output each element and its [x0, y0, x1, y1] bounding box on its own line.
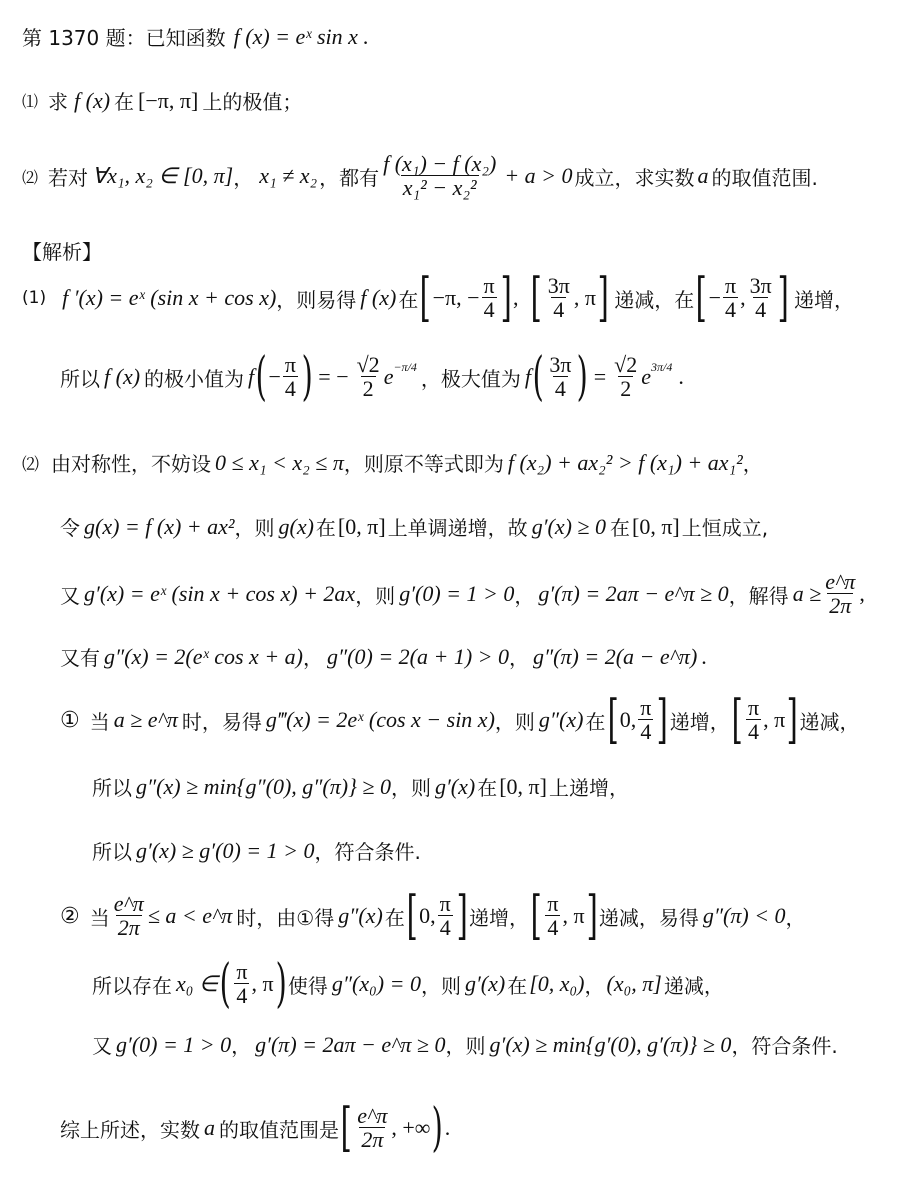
s1-max-eq: =: [593, 364, 607, 389]
c2-l2-frac: [234, 960, 249, 1008]
c1-a: 当: [89, 709, 110, 734]
s1-f-min: f: [248, 364, 255, 389]
s2-l2-a: 令: [60, 516, 80, 540]
c2-d: g″(x): [338, 903, 383, 928]
s2-l3-c: ，则: [355, 583, 396, 608]
solution-heading: 【解析】: [22, 240, 102, 264]
pi-numerator: π: [439, 890, 451, 916]
conclusion-frac: [355, 1104, 389, 1152]
s2-l4-a: 又有: [60, 646, 100, 670]
s2-l3-f: g′(π) = 2aπ − e^π ≥ 0: [538, 581, 729, 606]
s1-fx: f (x): [360, 285, 397, 310]
q1-pre: 求: [48, 90, 69, 114]
s1-decreasing: 递减，在: [614, 287, 695, 312]
s1-max-e: e: [641, 364, 651, 389]
s1-interval-1-left: −π, −: [432, 285, 480, 310]
s2-number: ⑵: [22, 455, 39, 475]
s2-l3-h: a ≥: [792, 581, 822, 606]
c1-l2-d: g′(x): [434, 773, 476, 799]
q2-neq: x₁ ≠ x₂: [259, 163, 318, 189]
s1-max-exponent: 3π/4: [651, 359, 673, 374]
s1-min-exponent: −π/4: [393, 359, 417, 374]
s1-max-arg: [547, 353, 573, 401]
s1-line2-pre: 所以: [60, 366, 100, 391]
q2-post2: 的取值范围.: [711, 165, 818, 190]
case-1-line-1: ① 当 a ≥ e^π 时，易得 g‴(x) = 2eˣ (cos x − sin x) ，则 g″(x) 在 [ 0, $\frac{\pi}{4}$ ] 递增， [ $\frac{\pi}{4}$ , π ] 递减，: [60, 690, 860, 750]
case-2-line-1: ② 当 $\frac{e\^{}\pi}{2\pi}$ ≤ a < e^π 时，由①得 g″(x) 在 [ 0, $\frac{\pi}{4}$ ] 递增， [ $\frac{\pi}{4}$ , π ] 递减，易得 g″(π) < 0 ，: [60, 886, 806, 946]
c2-l2-b: x₀ ∈: [176, 971, 219, 996]
s2-l3-g: ，解得: [728, 583, 789, 608]
s2-l4-b: g″(x) = 2(eˣ cos x + a): [104, 643, 303, 669]
c1-l2-b: g″(x) ≥ min{g″(0), g″(π)} ≥ 0: [136, 773, 391, 799]
c2-frac: [112, 892, 146, 940]
s2-l1-text-a: 由对称性，不妨设: [51, 452, 211, 476]
s1-dot: .: [678, 364, 684, 389]
four-denominator: 4: [725, 296, 737, 322]
case-1-line-3: [92, 836, 421, 865]
four-denominator: 4: [439, 914, 451, 940]
c1-l3-c: ，符合条件.: [314, 840, 421, 864]
c1-b: a ≥ e^π: [113, 707, 178, 732]
c1-l3-b: g′(x) ≥ g′(0) = 1 > 0: [136, 837, 315, 863]
q2-a: a: [697, 163, 709, 189]
c1-frac-1: [638, 696, 653, 744]
s1-max-coef: [612, 353, 639, 401]
problem-heading: 第 1370 题：已知函数: [22, 26, 226, 50]
q2-inequality: + a > 0: [504, 163, 573, 189]
c2-l3-d: g′(π) = 2aπ − e^π ≥ 0: [255, 1031, 446, 1057]
solution-2-line-2: [60, 512, 768, 541]
q2-comma: ，: [233, 165, 254, 190]
s1-interval-1-frac: [482, 274, 497, 322]
conclusion-dot: .: [444, 1115, 451, 1140]
c2-frac-num: e^π: [113, 890, 144, 916]
sqrt2-numerator: √2: [356, 351, 380, 377]
case-2-line-2: 所以存在 x₀ ∈ ( $\frac{\pi}{4}$ , π ) 使得 g″(x₀) = 0 ，则 g′(x) 在 [0, x₀) ， (x₀, π] 递减，: [92, 954, 724, 1014]
c2-l2-c: 使得: [287, 973, 328, 998]
three-pi-numerator: 3π: [749, 272, 772, 298]
c2-a: 当: [89, 905, 110, 930]
s2-l3-e: ，: [514, 583, 535, 608]
c2-l2-j: (x₀, π]: [606, 971, 662, 996]
conclusion-a: 综上所述，实数: [60, 1117, 200, 1142]
conclusion-c: 的取值范围是: [219, 1117, 339, 1142]
pi-numerator: π: [724, 272, 737, 298]
s2-l3-a: 又: [60, 583, 80, 608]
q2-fraction: [381, 152, 498, 200]
conclusion-b: a: [204, 1115, 215, 1140]
c2-l3-b: g′(0) = 1 > 0: [116, 1031, 232, 1057]
s2-l4-e: ，: [509, 646, 530, 670]
c1-l2-a: 所以: [92, 776, 132, 800]
s1-increasing: 递增，: [794, 287, 854, 312]
three-pi-numerator: 3π: [549, 351, 572, 377]
c1-int1: 0,: [619, 707, 637, 732]
two-denominator: 2: [362, 375, 374, 401]
four-denominator: 4: [554, 375, 566, 401]
s1-min-coef: [355, 353, 382, 401]
s2-l2-k: 上恒成立,: [681, 516, 769, 540]
s1-text-2: 在: [398, 287, 419, 312]
q2-pre: 若对: [48, 165, 89, 190]
s1-interval-2-right: , π: [573, 285, 596, 310]
c1-f: g″(x): [538, 707, 584, 732]
c2-l2-i: ，: [584, 973, 605, 998]
s1-max-label: ，极大值为: [420, 366, 521, 391]
c2-c: 时，由①得: [236, 905, 335, 930]
s2-l1-math-d: f (x₂) + ax₂² > f (x₁) + ax₁²: [507, 449, 743, 475]
question-2: [22, 152, 818, 200]
s1-interval-2-frac: [546, 274, 572, 322]
case-1-line-2: [92, 772, 629, 801]
s2-l1-text-e: ，: [742, 452, 763, 476]
problem-line: [22, 22, 369, 51]
two-denominator: 2: [620, 375, 632, 401]
c2-l2-int: , π: [251, 971, 274, 996]
c2-int2: , π: [562, 903, 585, 928]
c2-l2-f: g′(x): [464, 971, 506, 996]
four-denominator: 4: [755, 296, 767, 322]
q2-post1: 成立，求实数: [574, 165, 695, 190]
s1-f-max: f: [524, 364, 532, 389]
sqrt2-numerator: √2: [614, 351, 638, 377]
q1-interval: [−π, π]: [138, 87, 199, 113]
s2-l2-d: g(x): [278, 513, 314, 539]
solution-1-line-1: (1) f ′(x) = eˣ (sin x + cos x) ，则易得 f (x) 在 [ −π, − $\frac{\pi}{4}$ ] , [ $\frac{3\pi}{4}$ , π ] 递减，在 [ − $\frac{\pi}{4}$ , $\frac{3\pi}{4}$ ] 递增，: [22, 268, 854, 328]
conclusion-int: , +∞: [391, 1115, 431, 1140]
c2-l2-d: g″(x₀) = 0: [331, 971, 421, 996]
s2-l1-math-b: 0 ≤ x₁ < x₂ ≤ π: [215, 449, 344, 475]
c2-e: 在: [384, 905, 405, 930]
s1-min-e: e: [383, 364, 394, 389]
c1-l2-e: 在: [477, 776, 498, 800]
s2-l2-i: 在: [610, 516, 630, 540]
s2-l4-f: g″(π) = 2(a − e^π): [533, 643, 698, 669]
c1-frac-2: [746, 696, 761, 744]
c2-l2-k: 递减，: [663, 973, 724, 998]
c1-g: 在: [585, 709, 606, 734]
s2-l1-text-c: ，则原不等式即为: [343, 452, 504, 476]
pi-numerator: π: [748, 694, 760, 720]
s2-l2-f: [0, π]: [337, 513, 386, 539]
s2-l4-c: ，: [303, 646, 323, 670]
conclusion-frac-num: e^π: [357, 1102, 388, 1128]
c2-l2-e: ，则: [420, 973, 461, 998]
c2-frac-den: 2π: [117, 914, 140, 940]
c2-l3-c: ，: [231, 1034, 252, 1058]
q2-forall: ∀x₁, x₂ ∈ [0, π]: [92, 163, 234, 189]
c1-l2-f: [0, π]: [499, 773, 547, 799]
s1-number: (1): [22, 288, 47, 308]
four-denominator: 4: [483, 296, 495, 322]
four-denominator: 4: [284, 375, 296, 401]
conclusion-frac-den: 2π: [361, 1126, 384, 1152]
c1-int2: , π: [763, 707, 786, 732]
three-pi-numerator: 3π: [547, 272, 570, 298]
s1-derivative: f ′(x) = eˣ (sin x + cos x): [62, 285, 277, 310]
pi-numerator: π: [547, 890, 559, 916]
case-2-line-3: [92, 1030, 838, 1059]
s2-l3-d: g′(0) = 1 > 0: [399, 581, 515, 606]
s2-l4-d: g″(0) = 2(a + 1) > 0: [327, 643, 510, 669]
q1-post: 上的极值；: [202, 90, 303, 114]
c1-inc: 递增，: [669, 709, 730, 734]
s2-l3-b: g′(x) = eˣ (sin x + cos x) + 2ax: [84, 581, 356, 606]
s2-l2-b: g(x) = f (x) + ax²: [84, 513, 235, 539]
four-denominator: 4: [547, 914, 559, 940]
s2-l2-h: g′(x) ≥ 0: [531, 513, 606, 539]
c2-inc: 递增，: [469, 905, 530, 930]
conclusion-line: 综上所述，实数 a 的取值范围是 [ $\frac{e\^{}\pi}{2\pi}$ , +∞ ) .: [60, 1098, 451, 1158]
s1-min-eq: = −: [318, 364, 349, 389]
case-1-number: ①: [60, 707, 80, 733]
c2-f: g″(π) < 0: [702, 903, 786, 928]
c2-l3-a: 又: [92, 1034, 112, 1058]
s2-l2-j: [0, π]: [632, 513, 680, 539]
solution-2-line-1: [22, 448, 763, 477]
solution-2-line-3: [60, 566, 865, 622]
solution-1-line-2: 所以 f (x) 的极小值为 f ( − $\frac{\pi}{4}$ ) = − $\frac{√2}{2}$ e −π/4 ，极大值为 f ( $\frac{3\pi}{4}$ ) = $\frac{√2}{2}$ e 3π/4 .: [60, 347, 684, 407]
c2-l3-g: ，符合条件.: [731, 1034, 838, 1058]
c2-frac-2: [438, 892, 453, 940]
s2-l3-fraction-num: e^π: [825, 568, 856, 594]
s1-interval-3-left: −: [708, 285, 721, 310]
s2-l3-fraction-den: 2π: [829, 592, 852, 618]
four-denominator: 4: [236, 982, 248, 1008]
c2-dec: 递减，易得: [598, 905, 699, 930]
c1-e: ，则: [494, 709, 535, 734]
c2-l2-g: 在: [507, 973, 528, 998]
s1-interval-3-frac-1: [723, 274, 738, 322]
c2-l3-f: g′(x) ≥ min{g′(0), g′(π)} ≥ 0: [489, 1031, 732, 1057]
s2-l3-fraction: [823, 570, 857, 618]
q1-number: ⑴: [22, 92, 39, 111]
pi-numerator: π: [284, 351, 296, 377]
c2-frac-3: [545, 892, 560, 940]
s2-l4-g: .: [701, 643, 707, 669]
c1-l3-a: 所以: [92, 840, 132, 864]
s2-l3-i: ,: [859, 581, 865, 606]
c1-l2-c: ，则: [390, 776, 431, 800]
c1-dec: 递减，: [799, 709, 860, 734]
s2-l2-c: ，则: [234, 516, 275, 540]
case-2-number: ②: [60, 903, 80, 929]
four-denominator: 4: [553, 296, 565, 322]
question-1: [22, 86, 302, 115]
q2-fraction-numerator: f (x₁) − f (x₂): [383, 151, 497, 176]
c2-b: ≤ a < e^π: [147, 903, 233, 928]
four-denominator: 4: [748, 718, 760, 744]
c2-l2-h: [0, x₀): [529, 971, 585, 996]
c2-l3-e: ，则: [445, 1034, 486, 1058]
c2-g: ，: [785, 905, 806, 930]
s2-l2-g: 上单调递增，故: [387, 516, 528, 540]
c1-c: 时，易得: [181, 709, 262, 734]
s1-text-1: ，则易得: [276, 287, 357, 312]
s1-line2-fx: f (x): [104, 364, 141, 389]
c2-l2-a: 所以存在: [92, 973, 172, 998]
four-denominator: 4: [640, 718, 652, 744]
pi-numerator: π: [640, 694, 652, 720]
q1-f: f (x): [74, 87, 111, 113]
q1-mid: 在: [114, 90, 135, 114]
solution-2-line-4: [60, 642, 707, 671]
s2-l2-e: 在: [315, 516, 336, 540]
s1-interval-3-frac-2: [748, 274, 774, 322]
q2-fraction-denominator: x₁² − x₂²: [402, 175, 477, 201]
problem-function: f (x) = eˣ sin x .: [233, 23, 369, 49]
q2-has: ，都有: [319, 165, 380, 190]
s1-line2-mid: 的极小值为: [144, 366, 245, 391]
c1-l2-g: 上递增，: [548, 776, 629, 800]
pi-numerator: π: [236, 958, 248, 984]
solution-label: [22, 236, 102, 265]
s1-min-arg: [283, 353, 298, 401]
pi-numerator: π: [483, 272, 495, 298]
c2-int1: 0,: [419, 903, 436, 928]
c1-d: g‴(x) = 2eˣ (cos x − sin x): [265, 707, 495, 732]
q2-number: ⑵: [22, 167, 39, 187]
